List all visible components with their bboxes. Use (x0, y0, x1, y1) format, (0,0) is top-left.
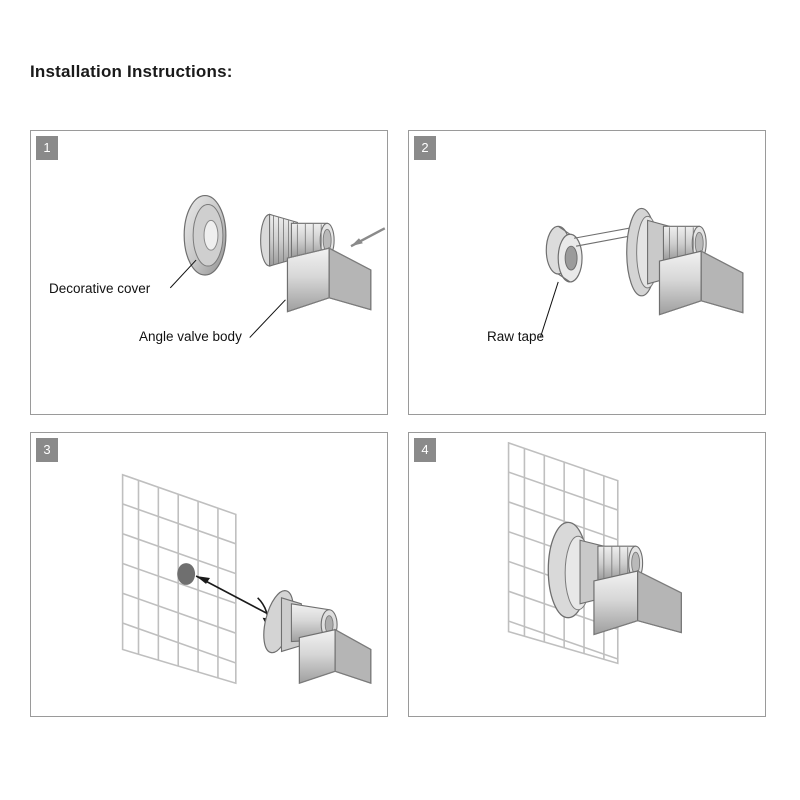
step-3-illustration (31, 433, 387, 716)
step-number-badge-3: 3 (36, 438, 58, 462)
step-panel-2 (408, 130, 766, 415)
label-angle-valve-body: Angle valve body (139, 329, 242, 344)
angle-valve-body-part (580, 540, 681, 634)
steps-grid (30, 130, 770, 715)
angle-valve-body-part (648, 220, 743, 314)
angle-valve-body-part (261, 214, 371, 311)
label-decorative-cover: Decorative cover (49, 281, 151, 296)
step-number-badge-1: 1 (36, 136, 58, 160)
decorative-cover-part (184, 196, 226, 275)
step-panel-1 (30, 130, 388, 415)
insertion-arrow-icon (196, 576, 267, 614)
raw-tape-part (546, 226, 639, 282)
leader-lines (170, 260, 285, 337)
step-4-illustration (409, 433, 765, 716)
label-raw-tape: Raw tape (487, 329, 545, 344)
step-number-badge-4: 4 (414, 438, 436, 462)
angle-valve-body-part (258, 588, 371, 684)
step-2-illustration (409, 131, 765, 414)
step-number-badge-2: 2 (414, 136, 436, 160)
step-panel-4 (408, 432, 766, 717)
wall-hole (177, 563, 195, 585)
step-panel-3 (30, 432, 388, 717)
page-title: Installation Instructions: (30, 62, 233, 81)
assembly-arrow-icon (351, 228, 385, 246)
step-1-illustration (31, 131, 387, 414)
